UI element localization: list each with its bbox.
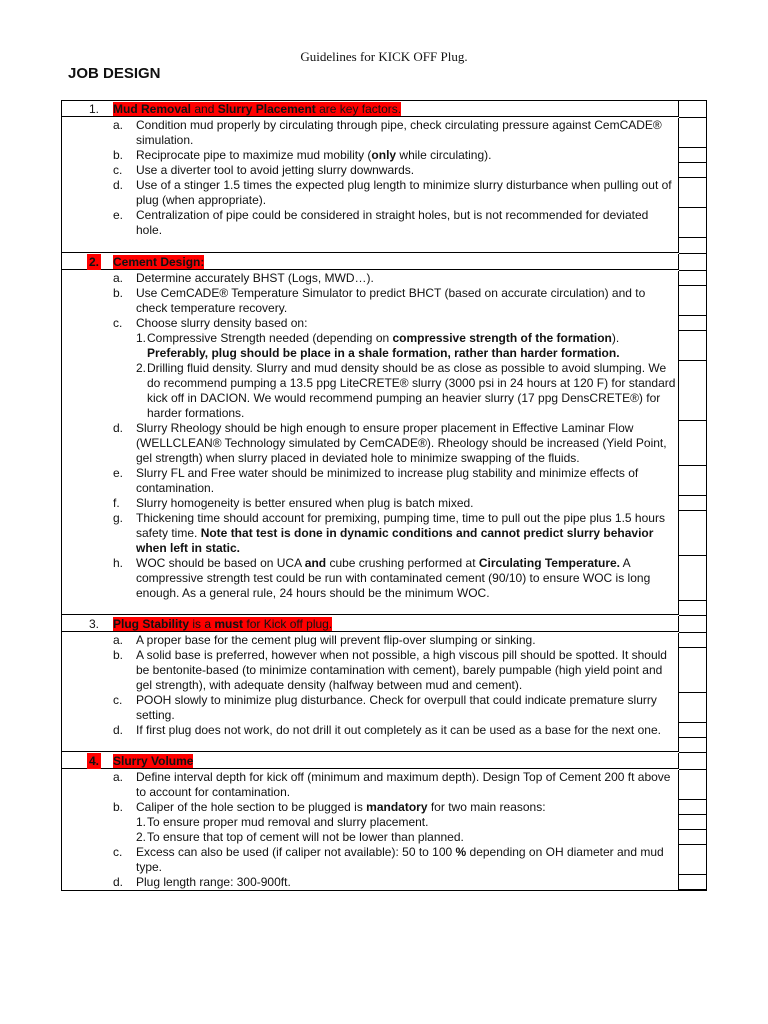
section-heading: JOB DESIGN <box>68 65 161 82</box>
section-4-header-cell <box>62 753 679 769</box>
section-4-item-d-cell <box>62 875 679 890</box>
section-3-item-b-text <box>136 648 676 693</box>
section-3-item-d-text <box>136 723 676 738</box>
section-2-item-e <box>62 466 706 496</box>
text: Thickening time should account for premixing, pumping time, time to pull out the pipe plus 1.5 hours safety time. <box>136 511 665 540</box>
section-2-item-a-checkbox[interactable] <box>679 271 706 286</box>
section-4-item-b-label: b. <box>113 800 124 814</box>
text: is a <box>189 617 215 631</box>
section-1-item-c-checkbox[interactable] <box>679 163 706 178</box>
section-1-item-b-label: b. <box>113 148 124 162</box>
section-2-item-h-checkbox[interactable] <box>679 556 706 601</box>
text: A solid base is preferred, however when not possible, a high viscous pill should be spotted. It should be bentonite-based (to minimize contamination with cement), barely pumpable (high yield point and gel strength), with adequate density (halfway between mud and cement). <box>136 648 667 692</box>
section-2-item-g-cell <box>62 511 679 556</box>
text: depending on OH diameter and mud type. <box>136 845 664 874</box>
section-2-title <box>113 254 204 270</box>
section-1-item-c <box>62 163 706 178</box>
section-2-item-b-text <box>136 286 676 316</box>
section-1-item-a-text <box>136 118 676 148</box>
section-2-item-sub-2-checkbox[interactable] <box>679 361 706 421</box>
text: POOH slowly to minimize plug disturbance. Check for overpull that could indicate premature slurry setting. <box>136 693 657 722</box>
section-1-item-e-label: e. <box>113 208 124 222</box>
text: Compressive Strength needed (depending on <box>147 331 393 345</box>
section-2-item-g-text <box>136 511 676 556</box>
section-1-header <box>62 101 706 118</box>
text: Caliper of the hole section to be plugged is <box>136 800 367 814</box>
section-2-item-f-checkbox[interactable] <box>679 496 706 511</box>
section-3-item-b <box>62 648 706 693</box>
section-2-item-c <box>62 316 706 331</box>
text: Use CemCADE® Temperature Simulator to predict BHCT (based on accurate circulation) and to check temperature recovery. <box>136 286 646 315</box>
section-4-item-c <box>62 845 706 875</box>
bold-text: mandatory <box>366 800 428 814</box>
section-1-item-e-cell <box>62 208 679 238</box>
section-1-end-checkbox <box>679 238 706 254</box>
section-2-item-c-label: c. <box>113 316 123 330</box>
section-4-end <box>62 890 706 891</box>
section-2-item-d <box>62 421 706 466</box>
section-4-item-sub-2-text <box>147 830 676 845</box>
section-3-item-c-text <box>136 693 676 723</box>
section-2-item-c-text <box>136 316 676 331</box>
text: Condition mud properly by circulating through pipe, check circulating pressure against CemCADE® simulation. <box>136 118 662 147</box>
section-3-title <box>113 616 332 632</box>
text: If first plug does not work, do not drill it out completely as it can be used as a base for the next one. <box>136 723 661 737</box>
section-2-item-f <box>62 496 706 511</box>
section-1-item-d <box>62 178 706 208</box>
section-4-item-a <box>62 770 706 800</box>
section-2-item-h-cell <box>62 556 679 601</box>
section-1-item-b-cell <box>62 148 679 163</box>
section-3-item-a-cell <box>62 633 679 648</box>
section-4-header-checkbox[interactable] <box>679 753 706 770</box>
section-4-item-b-cell <box>62 800 679 815</box>
section-4-item-d-label: d. <box>113 875 124 889</box>
section-1-item-a-cell <box>62 118 679 148</box>
section-4-item-b-text <box>136 800 676 815</box>
section-1-item-d-text <box>136 178 676 208</box>
text: WOC should be based on UCA <box>136 556 305 570</box>
section-1-item-a <box>62 118 706 148</box>
section-1-header-cell <box>62 101 679 117</box>
section-3-item-b-label: b. <box>113 648 124 662</box>
section-2-end-checkbox <box>679 601 706 616</box>
section-3-item-b-cell <box>62 648 679 693</box>
section-4-item-sub-1-text <box>147 815 676 830</box>
section-3-item-d-checkbox[interactable] <box>679 723 706 738</box>
section-2-item-b <box>62 286 706 316</box>
text: Choose slurry density based on: <box>136 316 308 330</box>
section-3-item-d <box>62 723 706 738</box>
section-4-item-a-checkbox[interactable] <box>679 770 706 800</box>
section-2-item-sub-1-checkbox[interactable] <box>679 331 706 361</box>
section-2-item-a-label: a. <box>113 271 124 285</box>
section-2-item-b-label: b. <box>113 286 124 300</box>
section-3-end-cell <box>62 738 679 752</box>
section-2-end-cell <box>62 601 679 615</box>
section-4-item-sub-2 <box>62 830 706 845</box>
section-4-header <box>62 753 706 770</box>
section-2-item-g <box>62 511 706 556</box>
section-3-header <box>62 616 706 633</box>
bold-text: Preferably, plug should be place in a shale formation, rather than harder formation. <box>147 346 620 360</box>
text: To ensure proper mud removal and slurry placement. <box>147 815 429 829</box>
section-3-item-d-cell <box>62 723 679 738</box>
section-2-number: 2. <box>89 255 100 269</box>
text: Slurry homogeneity is better ensured when plug is batch mixed. <box>136 496 474 510</box>
section-4-item-b <box>62 800 706 815</box>
text: To ensure that top of cement will not be lower than planned. <box>147 830 464 844</box>
section-2-item-h <box>62 556 706 601</box>
section-2-item-sub-1-cell <box>62 331 679 361</box>
text: Drilling fluid density. Slurry and mud density should be as close as possible to avoid slumping. We do recommend pumping a 13.5 ppg LiteCRETE® slurry (3000 psi in 24 hours at 120 F) for standard kick off in DACION. We would recommend pumping an heavier slurry (17 ppg DensCRETE®) for harder formations. <box>147 361 676 420</box>
text: Define interval depth for kick off (minimum and maximum depth). Design Top of Cement 200 ft above to account for contamination. <box>136 770 671 799</box>
section-2-item-sub-1-text <box>147 331 676 361</box>
section-1-item-b-checkbox[interactable] <box>679 148 706 163</box>
section-4-item-sub-1-label: 1. <box>136 815 147 829</box>
text: Reciprocate pipe to maximize mud mobility ( <box>136 148 372 162</box>
section-4-number: 4. <box>89 754 100 768</box>
text: Use a diverter tool to avoid jetting slurry downwards. <box>136 163 415 177</box>
section-3-number: 3. <box>89 617 100 631</box>
section-3-item-c <box>62 693 706 723</box>
section-3-item-a-checkbox[interactable] <box>679 633 706 648</box>
bold-text: Slurry Volume <box>113 754 194 768</box>
text: and <box>191 102 218 116</box>
text: Slurry Rheology should be high enough to ensure proper placement in Effective Laminar Flow (WELLCLEAN® Technology simulated by CemCADE®). Rheology should be increased (Yield Point, gel strength) when slurry placed in deviated hole to minimize swapping of the fluids. <box>136 421 667 465</box>
section-3-header-checkbox[interactable] <box>679 616 706 633</box>
text: for Kick off plug. <box>243 617 333 631</box>
bold-text: only <box>371 148 397 162</box>
section-2-item-f-text <box>136 496 676 511</box>
section-1-end <box>62 238 706 254</box>
section-2-item-b-cell <box>62 286 679 316</box>
section-1-number: 1. <box>89 102 100 116</box>
section-2-item-sub-1-label: 1. <box>136 331 147 345</box>
section-1-item-c-cell <box>62 163 679 178</box>
section-2-item-a <box>62 271 706 286</box>
section-2-item-d-checkbox[interactable] <box>679 421 706 466</box>
section-4-item-a-label: a. <box>113 770 124 784</box>
section-4-item-d-checkbox[interactable] <box>679 875 706 890</box>
section-4-item-c-cell <box>62 845 679 875</box>
section-4-item-c-text <box>136 845 676 875</box>
bold-text: must <box>214 617 244 631</box>
section-2-item-e-label: e. <box>113 466 124 480</box>
section-2-item-sub-2 <box>62 361 706 421</box>
section-4-item-sub-2-checkbox[interactable] <box>679 830 706 845</box>
section-4-item-sub-1 <box>62 815 706 830</box>
section-2-item-d-cell <box>62 421 679 466</box>
section-1-item-b <box>62 148 706 163</box>
text: while circulating). <box>396 148 492 162</box>
section-2-item-g-label: g. <box>113 511 124 525</box>
section-1-item-d-cell <box>62 178 679 208</box>
section-4-item-b-checkbox[interactable] <box>679 800 706 815</box>
bold-text: compressive strength of the formation <box>392 331 612 345</box>
section-2-item-sub-1 <box>62 331 706 361</box>
text: ). <box>611 331 620 345</box>
text: for two main reasons: <box>427 800 546 814</box>
section-4-title <box>113 753 193 769</box>
section-1-item-e <box>62 208 706 238</box>
text: Centralization of pipe could be considered in straight holes, but is not recommended for deviated hole. <box>136 208 649 237</box>
section-2-item-b-checkbox[interactable] <box>679 286 706 316</box>
bold-text: Cement Design: <box>113 255 205 269</box>
bold-text: and <box>304 556 327 570</box>
section-1-item-d-label: d. <box>113 178 124 192</box>
section-2-item-sub-2-text <box>147 361 676 421</box>
section-3-item-d-label: d. <box>113 723 124 737</box>
section-4-item-d-text <box>136 875 676 890</box>
section-4-item-sub-1-checkbox[interactable] <box>679 815 706 830</box>
section-2-header-cell <box>62 254 679 270</box>
section-2-item-f-label: f. <box>113 496 120 510</box>
bold-text: % <box>455 845 467 859</box>
section-1-item-e-checkbox[interactable] <box>679 208 706 238</box>
section-2-item-g-checkbox[interactable] <box>679 511 706 556</box>
section-2-item-f-cell <box>62 496 679 511</box>
section-3-end-checkbox <box>679 738 706 753</box>
section-3-item-a <box>62 633 706 648</box>
section-2-item-a-text <box>136 271 676 286</box>
text: Excess can also be used (if caliper not available): 50 to 100 <box>136 845 456 859</box>
section-3-end <box>62 738 706 753</box>
section-2-item-e-text <box>136 466 676 496</box>
section-4-item-a-cell <box>62 770 679 800</box>
section-2-item-d-label: d. <box>113 421 124 435</box>
section-3-item-a-text <box>136 633 676 648</box>
section-3-item-c-label: c. <box>113 693 123 707</box>
section-1-item-c-label: c. <box>113 163 123 177</box>
section-2-item-sub-2-cell <box>62 361 679 421</box>
section-2-item-h-label: h. <box>113 556 124 570</box>
section-4-item-sub-2-label: 2. <box>136 830 147 844</box>
text: are key factors. <box>315 102 402 116</box>
bold-text: Mud Removal <box>113 102 192 116</box>
section-4-end-cell <box>62 890 679 891</box>
section-4-item-sub-1-cell <box>62 815 679 830</box>
text: A proper base for the cement plug will prevent flip-over slumping or sinking. <box>136 633 536 647</box>
text: cube crushing performed at <box>326 556 479 570</box>
text: Use of a stinger 1.5 times the expected plug length to minimize slurry disturbance when pulling out of plug (when appropriate). <box>136 178 672 207</box>
guidelines-table <box>61 100 707 891</box>
bold-text: Slurry Placement <box>217 102 316 116</box>
section-3-header-cell <box>62 616 679 632</box>
bold-text: Circulating Temperature. <box>478 556 620 570</box>
text: Determine accurately BHST (Logs, MWD…). <box>136 271 374 285</box>
text: A compressive strength test could be run with contaminated cement (90/10) to ensure WOC is long enough. As a general rule, 24 hours should be the minimum WOC. <box>136 556 651 600</box>
section-1-title <box>113 101 401 117</box>
section-3-item-c-checkbox[interactable] <box>679 693 706 723</box>
section-1-item-d-checkbox[interactable] <box>679 178 706 208</box>
section-1-item-a-checkbox[interactable] <box>679 118 706 148</box>
section-1-item-a-label: a. <box>113 118 124 132</box>
section-1-item-e-text <box>136 208 676 238</box>
section-2-item-h-text <box>136 556 676 601</box>
section-4-item-c-checkbox[interactable] <box>679 845 706 875</box>
section-2-item-sub-2-label: 2. <box>136 361 147 375</box>
section-1-end-cell <box>62 238 679 253</box>
section-4-item-sub-2-cell <box>62 830 679 845</box>
section-2-item-c-cell <box>62 316 679 331</box>
section-1-header-checkbox[interactable] <box>679 101 706 118</box>
section-2-header-checkbox[interactable] <box>679 254 706 271</box>
section-4-item-d <box>62 875 706 890</box>
section-2-end <box>62 601 706 616</box>
section-4-end-checkbox <box>679 890 706 891</box>
section-3-item-b-checkbox[interactable] <box>679 648 706 693</box>
section-2-header <box>62 254 706 271</box>
bold-text: Plug Stability <box>113 617 190 631</box>
text: Slurry FL and Free water should be minimized to increase plug stability and minimize effects of contamination. <box>136 466 639 495</box>
document-title: Guidelines for KICK OFF Plug. <box>300 49 468 64</box>
section-4-item-c-label: c. <box>113 845 123 859</box>
section-2-item-a-cell <box>62 271 679 286</box>
section-2-item-d-text <box>136 421 676 466</box>
section-1-item-b-text <box>136 148 676 163</box>
section-3-item-a-label: a. <box>113 633 124 647</box>
section-1-item-c-text <box>136 163 676 178</box>
section-4-item-a-text <box>136 770 676 800</box>
section-2-item-e-cell <box>62 466 679 496</box>
section-3-item-c-cell <box>62 693 679 723</box>
section-2-item-e-checkbox[interactable] <box>679 466 706 496</box>
section-2-item-c-checkbox[interactable] <box>679 316 706 331</box>
text: Plug length range: 300-900ft. <box>136 875 291 889</box>
bold-text: Note that test is done in dynamic conditions and cannot predict slurry behavior when left in static. <box>136 526 654 555</box>
